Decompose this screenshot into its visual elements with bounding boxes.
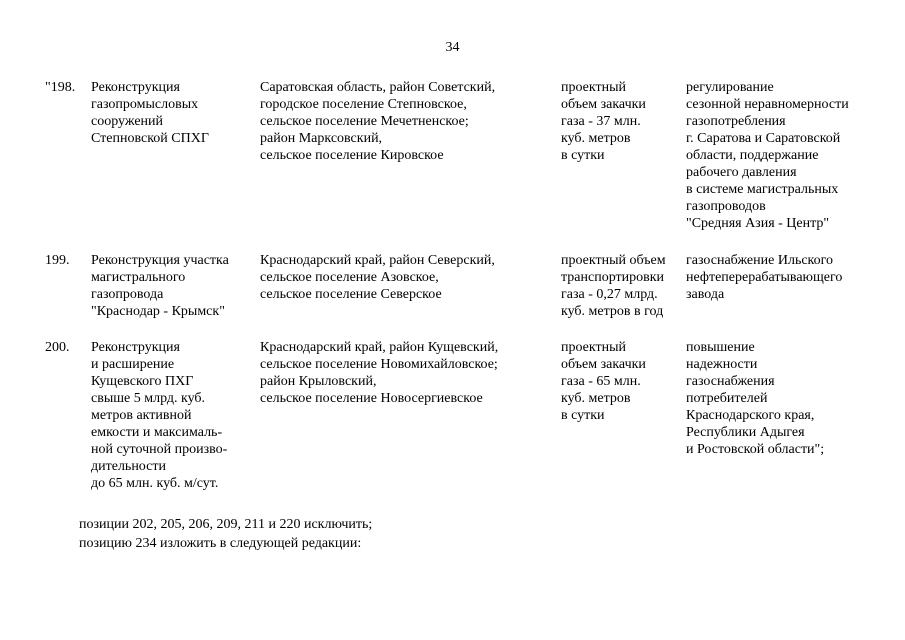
page-number: 34 bbox=[445, 40, 460, 55]
row-number: "198. bbox=[45, 80, 76, 95]
amendment-line-restate: позицию 234 изложить в следующей редакции: bbox=[79, 536, 362, 551]
object-location: Саратовская область, район Советский, городское поселение Степновское, сельское поселение Мечетненское; район Марксовский, сельское поселение Кировское bbox=[260, 80, 496, 163]
object-purpose: газоснабжение Ильского нефтеперерабатывающего завода bbox=[686, 253, 843, 302]
row-number: 200. bbox=[45, 340, 70, 355]
amendment-line-exclude: позиции 202, 205, 206, 209, 211 и 220 исключить; bbox=[79, 517, 373, 532]
object-location: Краснодарский край, район Северский, сельское поселение Азовское, сельское поселение Северское bbox=[260, 253, 495, 302]
object-capacity: проектный объем закачки газа - 37 млн. куб. метров в сутки bbox=[561, 80, 646, 163]
object-capacity: проектный объем транспортировки газа - 0,27 млрд. куб. метров в год bbox=[561, 253, 666, 319]
object-name: Реконструкция участка магистрального газопровода "Краснодар - Крымск" bbox=[91, 253, 229, 319]
object-location: Краснодарский край, район Кущевский, сельское поселение Новомихайловское; район Крыловский, сельское поселение Новосергиевское bbox=[260, 340, 499, 406]
object-purpose: повышение надежности газоснабжения потребителей Краснодарского края, Республики Адыгея и Ростовской области"; bbox=[686, 340, 825, 457]
object-name: Реконструкция газопромысловых сооружений Степновской СПХГ bbox=[91, 80, 209, 146]
object-purpose: регулирование сезонной неравномерности газопотребления г. Саратова и Саратовской области, поддержание рабочего давления в системе магистральных газопроводов "Средняя Азия - Центр" bbox=[686, 80, 849, 231]
object-capacity: проектный объем закачки газа - 65 млн. куб. метров в сутки bbox=[561, 340, 646, 423]
object-name: Реконструкция и расширение Кущевского ПХГ свыше 5 млрд. куб. метров активной емкости и максималь- ной суточной произво- дительности до 65 млн. куб. м/сут. bbox=[91, 340, 228, 491]
amendment-text bbox=[79, 516, 372, 554]
row-number: 199. bbox=[45, 253, 70, 268]
